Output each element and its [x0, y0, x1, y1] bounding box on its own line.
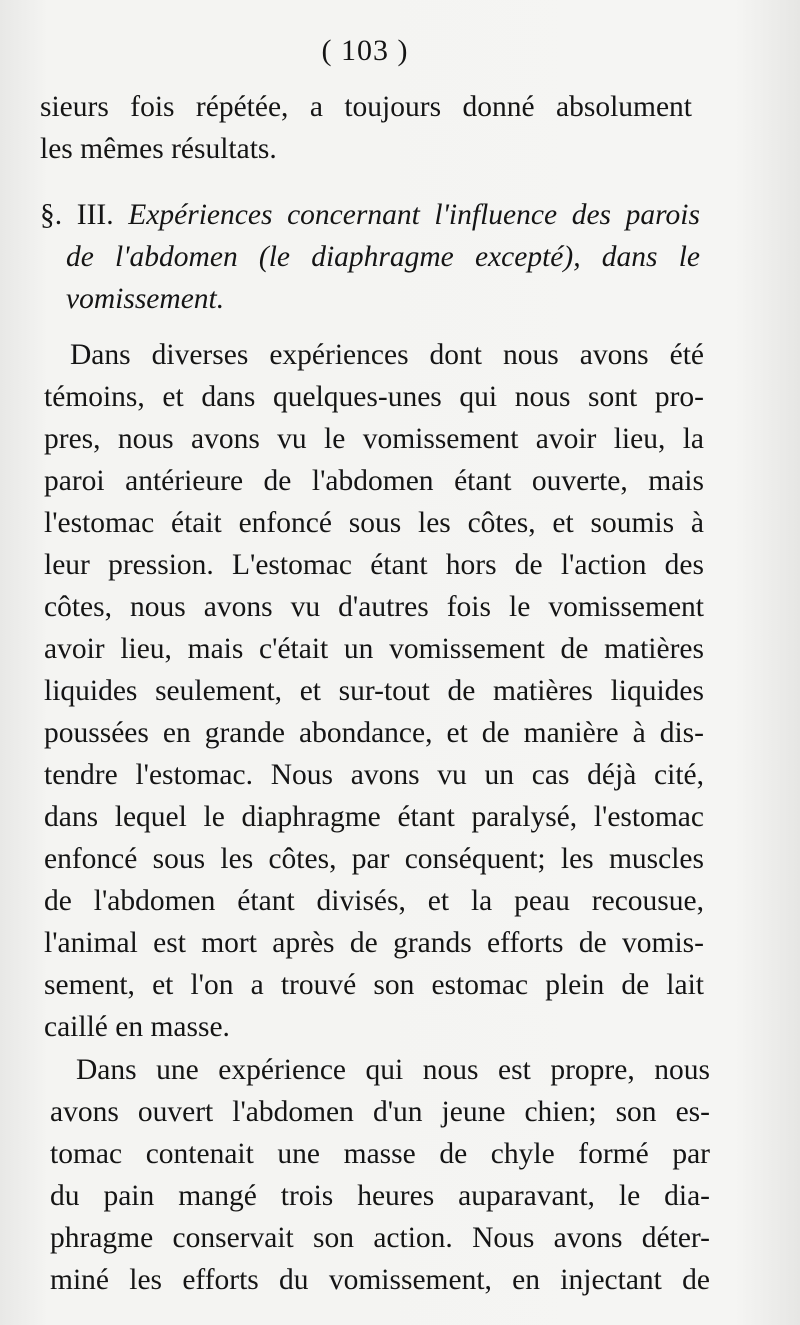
- text-line: l'estomac était enfoncé sous les côtes, et soumis à: [44, 507, 704, 539]
- text-line: leur pression. L'estomac étant hors de l'action des: [44, 549, 704, 581]
- section-marker: §. III.: [40, 199, 114, 231]
- text-line: l'animal est mort après de grands efforts de vomis-: [44, 927, 704, 959]
- text-line: sieurs fois répétée, a toujours donné absolument: [40, 91, 692, 123]
- text-line: Dans diverses expériences dont nous avons été: [70, 339, 704, 371]
- text-line: Dans une expérience qui nous est propre, nous: [76, 1054, 710, 1086]
- text-line: les mêmes résultats.: [40, 133, 277, 165]
- section-title: Expériences concernant l'influence des parois: [128, 199, 700, 231]
- text-line: poussées en grande abondance, et de manière à dis-: [44, 717, 704, 749]
- text-line: miné les efforts du vomissement, en injectant de: [50, 1264, 710, 1296]
- text-line: de l'abdomen étant divisés, et la peau recousue,: [44, 885, 704, 917]
- text-line: sement, et l'on a trouvé son estomac plein de lait: [44, 969, 704, 1001]
- text-line: côtes, nous avons vu d'autres fois le vomissement: [44, 591, 704, 623]
- section-heading: [40, 194, 700, 320]
- page-number: ( 103 ): [321, 34, 409, 67]
- paragraph: [44, 334, 704, 1048]
- text-line: dans lequel le diaphragme étant paralysé, l'estomac: [44, 801, 704, 833]
- text-line: liquides seulement, et sur-tout de matières liquides: [44, 675, 704, 707]
- text-line: témoins, et dans quelques-unes qui nous sont pro-: [44, 381, 704, 413]
- text-line: pres, nous avons vu le vomissement avoir lieu, la: [44, 423, 704, 455]
- text-line: avons ouvert l'abdomen d'un jeune chien; son es-: [50, 1096, 710, 1128]
- text-line: paroi antérieure de l'abdomen étant ouverte, mais: [44, 465, 704, 497]
- section-heading-line: [40, 194, 700, 236]
- text-line: du pain mangé trois heures auparavant, le dia-: [50, 1180, 710, 1212]
- section-title: vomissement.: [66, 283, 225, 315]
- text-line: tomac contenait une masse de chyle formé par: [50, 1138, 710, 1170]
- continuation-text: [40, 86, 692, 170]
- paragraph: [50, 1049, 710, 1301]
- text-line: phragme conservait son action. Nous avons déter-: [50, 1222, 710, 1254]
- text-line: caillé en masse.: [44, 1011, 230, 1043]
- text-line: avoir lieu, mais c'était un vomissement de matières: [44, 633, 704, 665]
- text-line: tendre l'estomac. Nous avons vu un cas déjà cité,: [44, 759, 704, 791]
- section-title: de l'abdomen (le diaphragme excepté), dans le: [66, 241, 700, 273]
- text-line: enfoncé sous les côtes, par conséquent; les muscles: [44, 843, 704, 875]
